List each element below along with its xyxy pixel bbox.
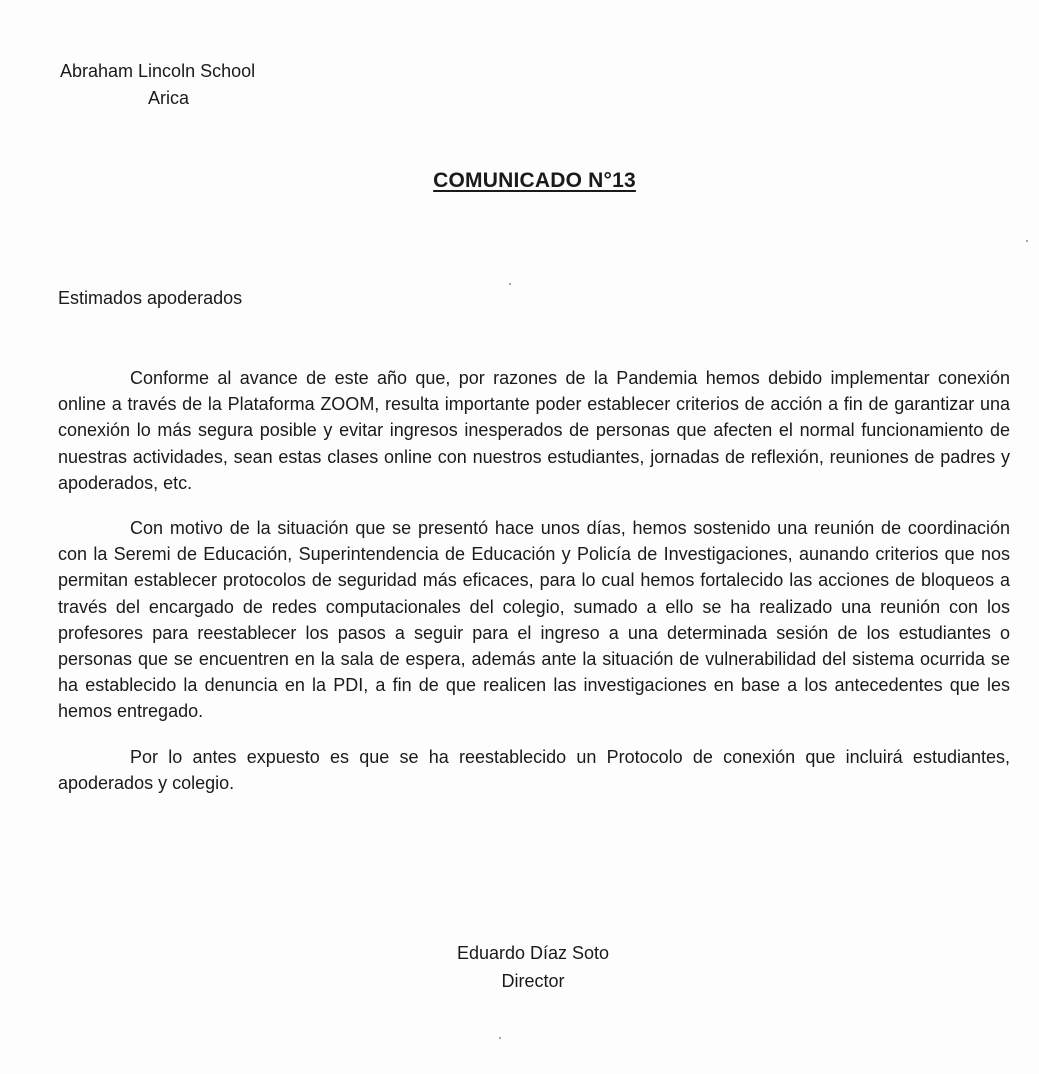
sender-block [60,58,255,112]
document-title: COMUNICADO N°13 [433,169,636,192]
signer-role: Director [501,971,565,991]
signer-name: Eduardo Díaz Soto [456,943,610,963]
school-city: Arica [148,88,190,108]
paragraph-3: Por lo antes expuesto es que se ha reestablecido un Protocolo de conexión que incluirá estudiantes, apoderados y colegio. [58,746,1010,793]
greeting: Estimados apoderados [58,288,243,308]
letter-body [58,365,1010,815]
paragraph-1: Conforme al avance de este año que, por razones de la Pandemia hemos debido implementar conexión online a través de la Plataforma ZOOM, resulta importante poder establecer criterios de acción a fin de garantizar una conexión lo más segura posible y evitar ingresos inesperados de personas que afecten el normal funcionamiento de nuestras actividades, sean estas clases online con nuestros estudiantes, jornadas de reflexión, reuniones de padres y apoderados, etc. [58,368,1010,493]
scan-speck [509,283,511,285]
paragraph-2: Con motivo de la situación que se presentó hace unos días, hemos sostenido una reunión de coordinación con la Seremi de Educación, Superintendencia de Educación y Policía de Investigaciones, aunando criterios que nos permitan establecer protocolos de seguridad más eficaces, para lo cual hemos fortalecido las acciones de bloqueos a través del encargado de redes computacionales del colegio, sumado a ello se ha realizado una reunión con los profesores para reestablecer los pasos a seguir para el ingreso a una determinada sesión de los estudiantes o personas que se encuentren en la sala de espera, además ante la situación de vulnerabilidad del sistema ocurrida se ha establecido la denuncia en la PDI, a fin de que realicen las investigaciones en base a los antecedentes que les hemos entregado. [58,518,1010,722]
scan-speck [1026,240,1028,242]
scan-speck [499,1037,501,1039]
school-name: Abraham Lincoln School [60,61,256,81]
signature-block [400,939,666,995]
